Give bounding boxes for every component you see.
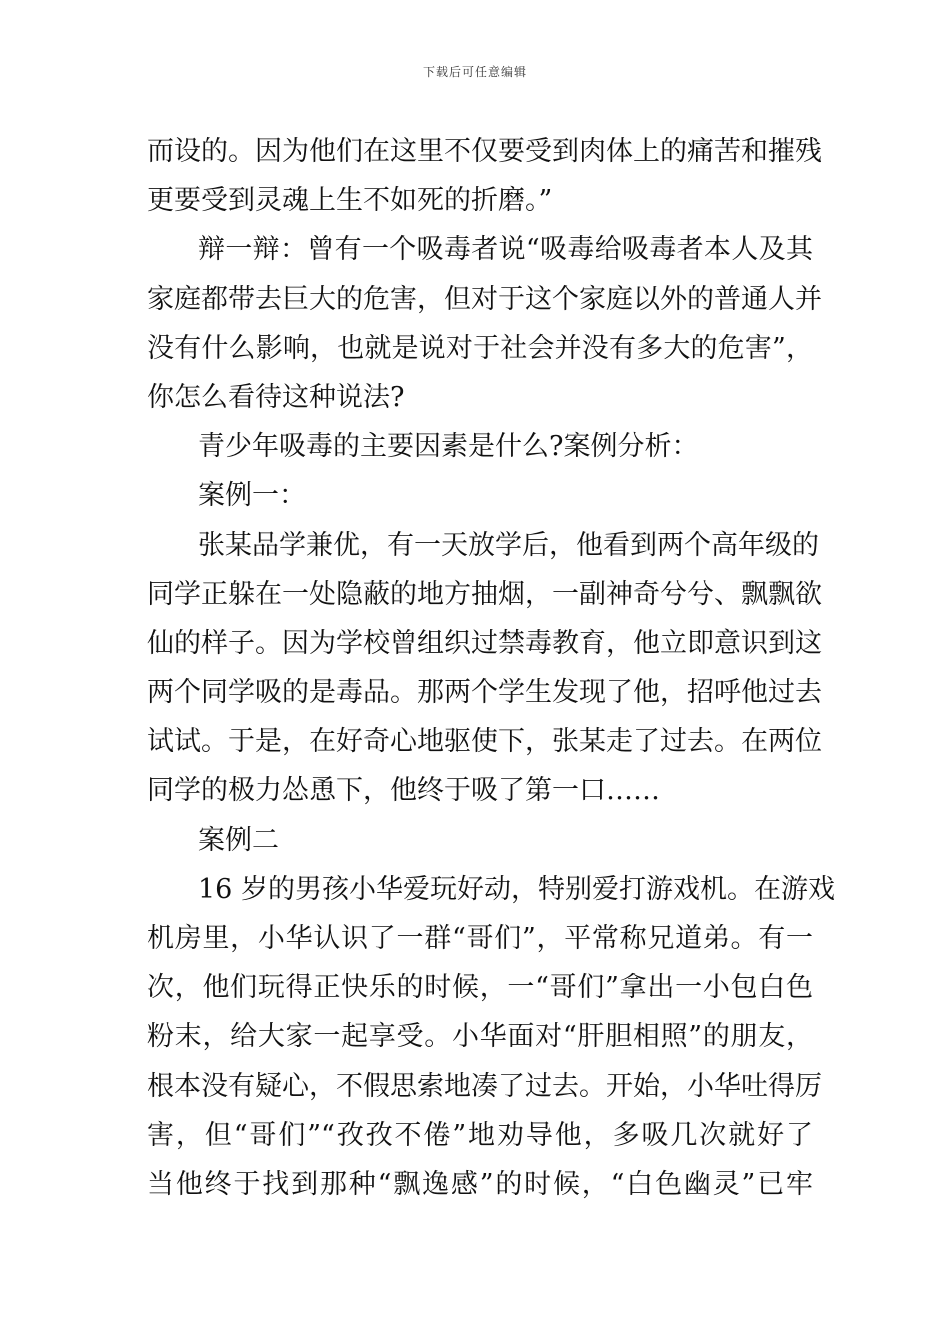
text-line: 试试。于是，在好奇心地驱使下，张某走了过去。在两位 bbox=[147, 726, 822, 758]
document-body bbox=[147, 127, 835, 1209]
text-line: 害，但“哥们”“孜孜不倦”地劝导他，多吸几次就好了 bbox=[147, 1119, 813, 1151]
text-line: 当他终于找到那种“飘逸感”的时候，“白色幽灵”已牢 bbox=[147, 1168, 813, 1200]
text-line: 案例二 bbox=[198, 824, 279, 856]
text-line: 仙的样子。因为学校曾组织过禁毒教育，他立即意识到这 bbox=[147, 627, 822, 659]
text-line: 机房里，小华认识了一群“哥们”，平常称兄道弟。有一 bbox=[147, 923, 813, 954]
text-line: 16 岁的男孩小华爱玩好动，特别爱打游戏机。在游戏 bbox=[198, 873, 835, 905]
text-line: 辩一辩：曾有一个吸毒者说“吸毒给吸毒者本人及其 bbox=[198, 234, 813, 266]
text-line: 次，他们玩得正快乐的时候，一“哥们”拿出一小包白色 bbox=[147, 972, 813, 1004]
text-line: 两个同学吸的是毒品。那两个学生发现了他，招呼他过去 bbox=[147, 677, 822, 709]
text-line: 家庭都带去巨大的危害，但对于这个家庭以外的普通人并 bbox=[147, 283, 822, 315]
page-header: 下载后可任意编辑 bbox=[422, 65, 527, 79]
text-line: 根本没有疑心，不假思索地凑了过去。开始，小华吐得厉 bbox=[147, 1070, 822, 1102]
text-line: 同学的极力怂恿下，他终于吸了第一口…… bbox=[147, 775, 660, 807]
text-line: 而设的。因为他们在这里不仅要受到肉体上的痛苦和摧残 bbox=[147, 136, 822, 167]
text-line: 同学正躲在一处隐蔽的地方抽烟，一副神奇兮兮、飘飘欲 bbox=[147, 578, 822, 610]
text-line: 青少年吸毒的主要因素是什么?案例分析： bbox=[198, 431, 699, 463]
text-line: 粉末，给大家一起享受。小华面对“肝胆相照”的朋友， bbox=[147, 1021, 813, 1053]
text-line: 更要受到灵魂上生不如死的折磨。” bbox=[147, 185, 553, 217]
text-line: 没有什么影响，也就是说对于社会并没有多大的危害”， bbox=[147, 332, 813, 364]
text-line: 你怎么看待这种说法? bbox=[147, 381, 405, 413]
text-line: 案例一： bbox=[198, 480, 306, 512]
text-line: 张某品学兼优，有一天放学后，他看到两个高年级的 bbox=[198, 529, 819, 561]
